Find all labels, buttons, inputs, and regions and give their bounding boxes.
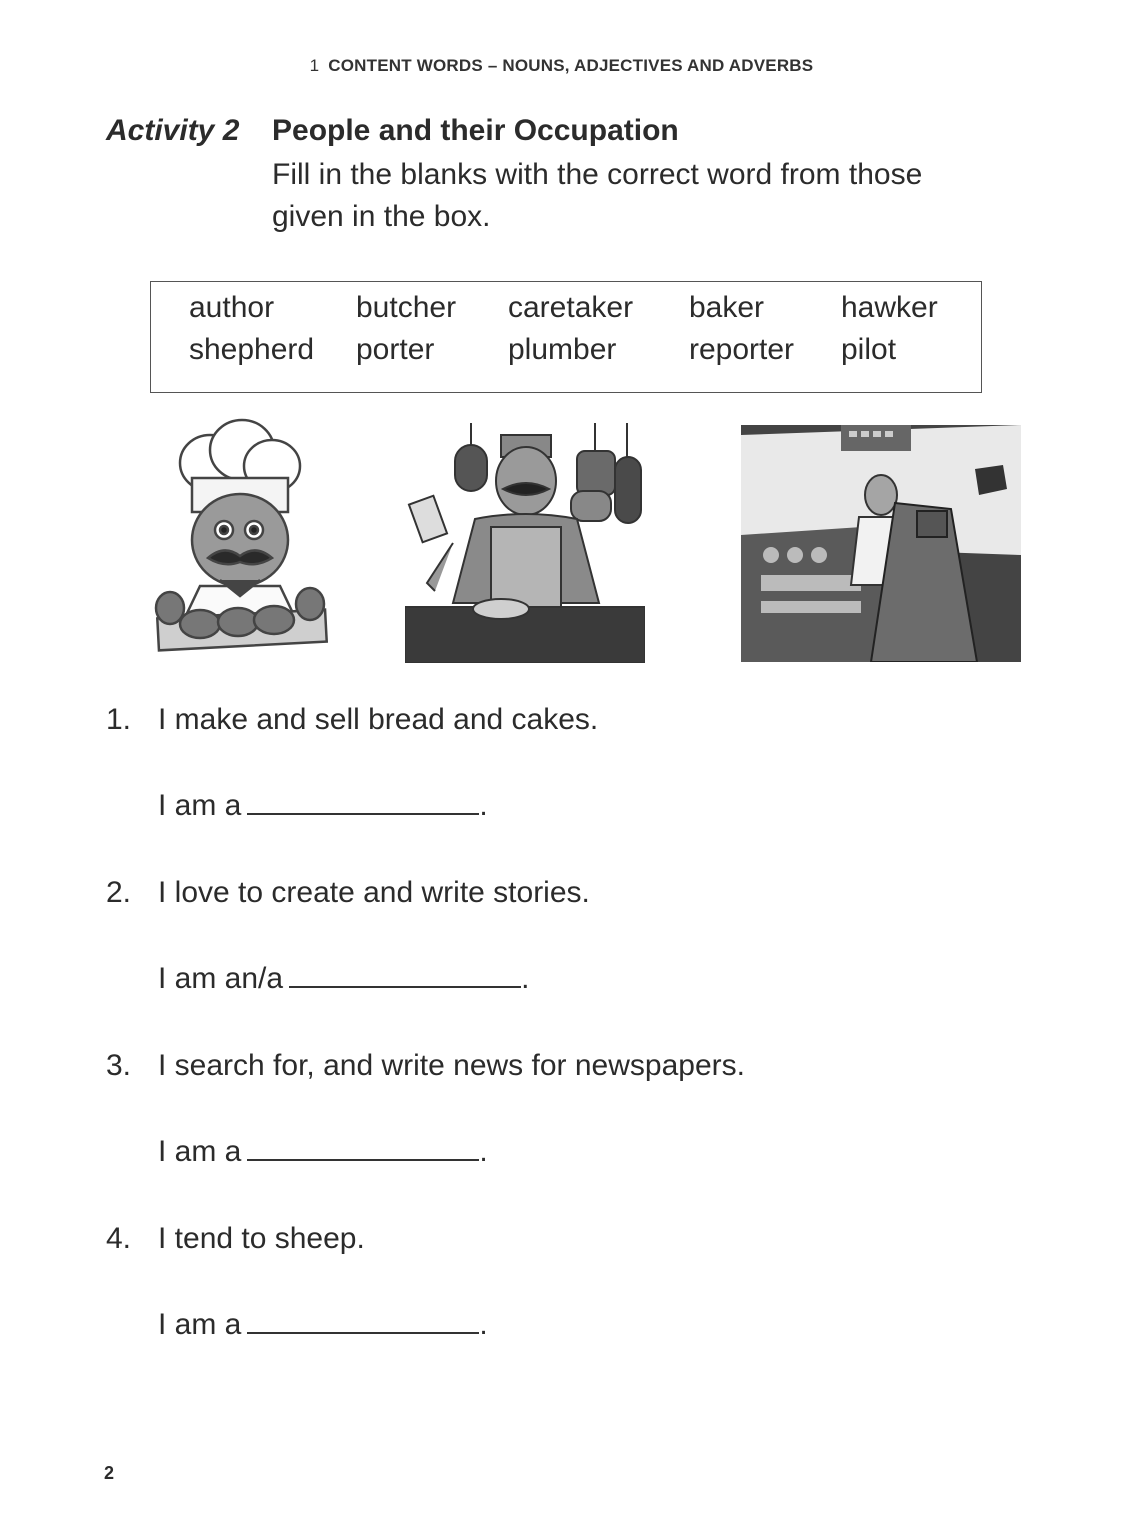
- question-3-text: I search for, and write news for newspapers.: [158, 1049, 745, 1082]
- answer-1-suffix: .: [479, 789, 488, 822]
- word-hawker: hawker: [841, 291, 938, 324]
- question-4-number: 4.: [106, 1222, 132, 1255]
- word-shepherd: shepherd: [189, 333, 315, 366]
- chapter-title: CONTENT WORDS – NOUNS, ADJECTIVES AND ADVERBS: [328, 56, 814, 75]
- answer-1-prefix: I am a: [158, 789, 242, 822]
- word-porter: porter: [356, 333, 435, 366]
- answer-line-4: [158, 1306, 488, 1342]
- answer-line-2: [158, 960, 529, 996]
- answer-2-prefix: I am an/a: [158, 962, 284, 995]
- baker-illustration: [150, 418, 335, 658]
- answer-line-1: [158, 787, 488, 823]
- question-1-number: 1.: [106, 703, 132, 736]
- page-number: 2: [104, 1463, 115, 1483]
- pilot-illustration: [741, 425, 1021, 662]
- answer-2-suffix: .: [521, 962, 530, 995]
- answer-3-blank[interactable]: [247, 1133, 479, 1161]
- word-author: author: [189, 291, 275, 324]
- word-baker: baker: [689, 291, 765, 324]
- word-caretaker: caretaker: [508, 291, 634, 324]
- answer-line-3: [158, 1133, 488, 1169]
- answer-2-blank[interactable]: [289, 960, 521, 988]
- chapter-number: 1: [309, 56, 320, 75]
- answer-1-blank[interactable]: [247, 787, 479, 815]
- answer-4-suffix: .: [479, 1308, 488, 1341]
- question-3-number: 3.: [106, 1049, 132, 1082]
- activity-instruction: Fill in the blanks with the correct word from those given in the box.: [272, 158, 923, 233]
- word-plumber: plumber: [508, 333, 617, 366]
- question-1-text: I make and sell bread and cakes.: [158, 703, 599, 736]
- running-head: [0, 56, 1123, 76]
- answer-3-suffix: .: [479, 1135, 488, 1168]
- butcher-illustration: [405, 423, 645, 663]
- word-reporter: reporter: [689, 333, 795, 366]
- question-2-number: 2.: [106, 876, 132, 909]
- word-pilot: pilot: [841, 333, 897, 366]
- word-butcher: butcher: [356, 291, 457, 324]
- answer-3-prefix: I am a: [158, 1135, 242, 1168]
- activity-title: People and their Occupation: [272, 114, 679, 147]
- answer-4-prefix: I am a: [158, 1308, 242, 1341]
- activity-label: Activity 2: [106, 114, 240, 147]
- question-2-text: I love to create and write stories.: [158, 876, 590, 909]
- answer-4-blank[interactable]: [247, 1306, 479, 1334]
- word-box: [150, 281, 982, 393]
- question-4-text: I tend to sheep.: [158, 1222, 365, 1255]
